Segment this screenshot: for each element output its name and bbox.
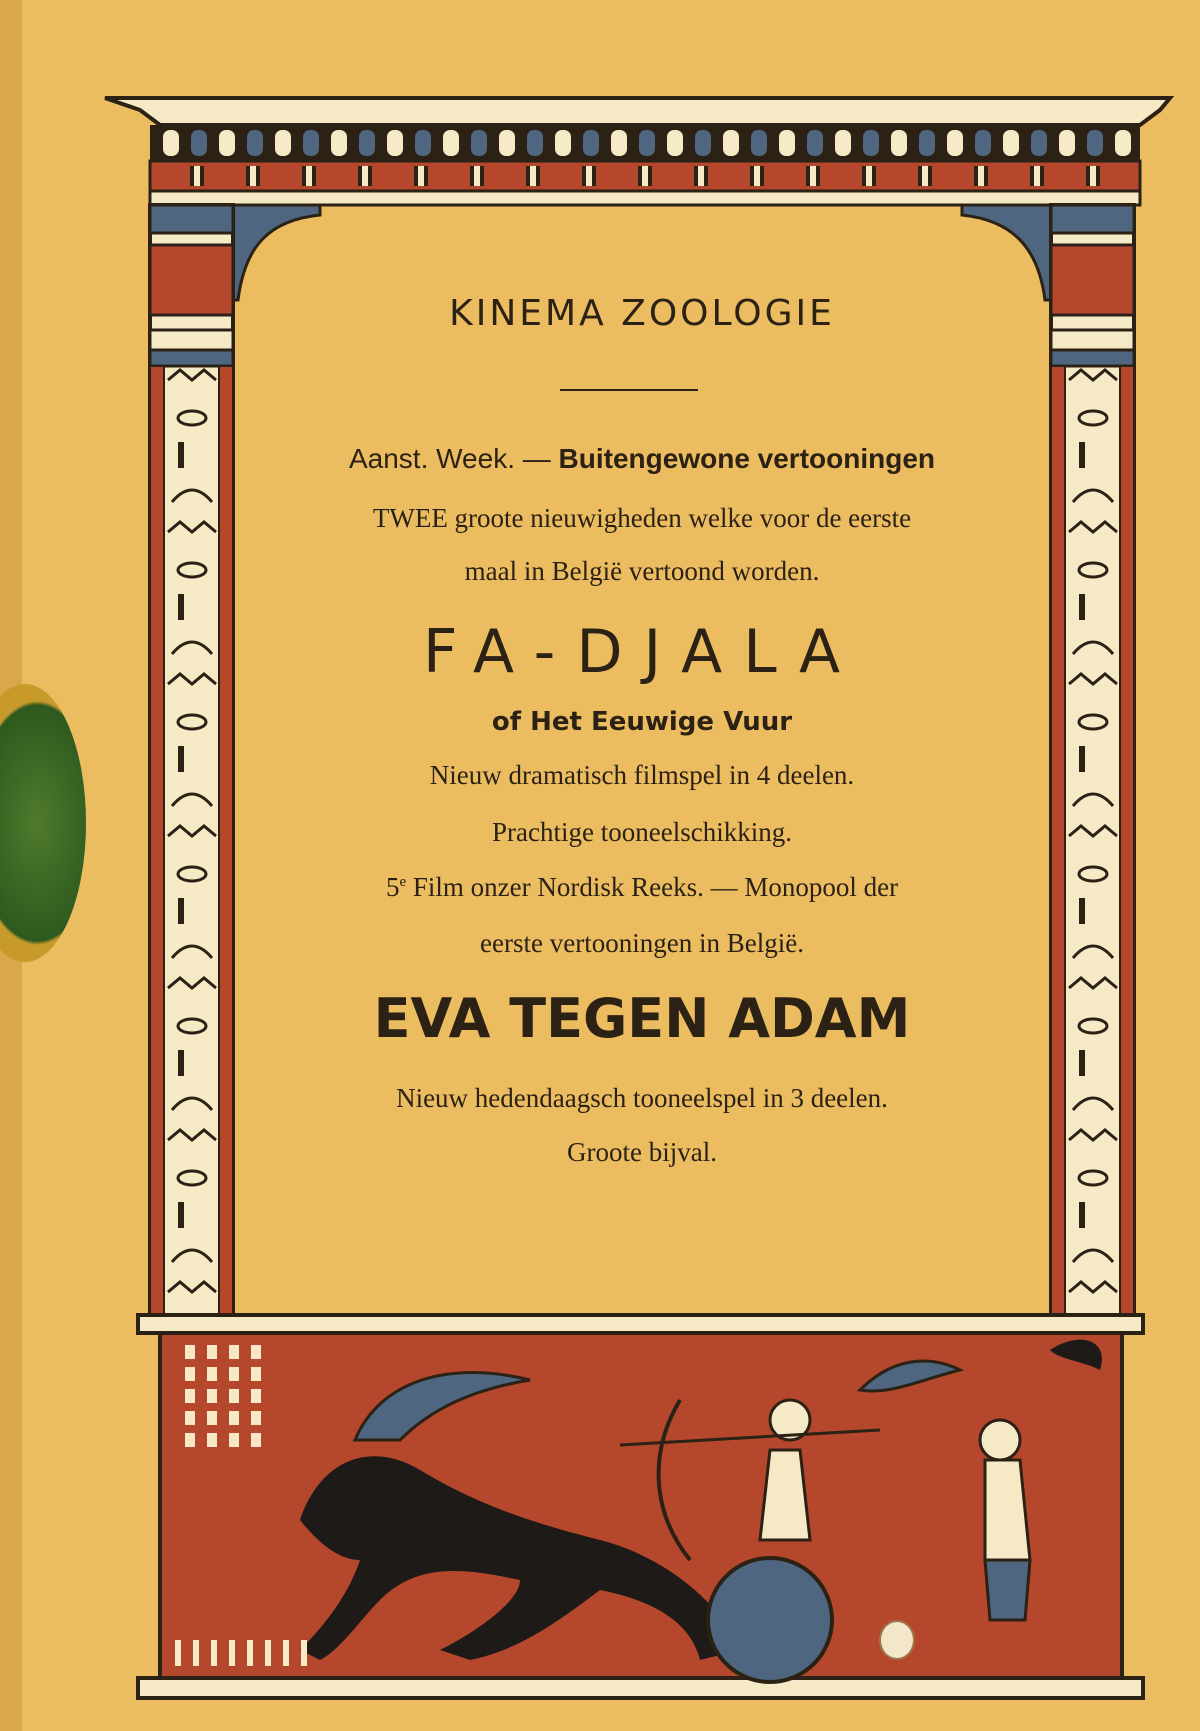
film2-line-2: Groote bijval. xyxy=(567,1137,717,1167)
film2-line-1: Nieuw hedendaagsch tooneelspel in 3 deelen. xyxy=(396,1083,888,1113)
film1-line-1: Nieuw dramatisch filmspel in 4 deelen. xyxy=(429,760,855,790)
film1-line-3-number: 5 xyxy=(385,872,400,902)
cornice-dentils xyxy=(162,129,1132,157)
film1-title: FA-DJALA xyxy=(422,617,862,687)
poster-text-panel xyxy=(233,205,1051,1310)
punch-hole xyxy=(879,1620,915,1660)
intro-line-2: maal in België vertoond worden. xyxy=(464,556,820,586)
title-rule xyxy=(560,389,698,391)
intro-line-1: TWEE groote nieuwigheden welke voor de eerste xyxy=(372,503,912,533)
film1-line-3-text: Film onzer Nordisk Reeks. — Monopool der xyxy=(406,872,899,902)
film1-line-3-superscript: e xyxy=(399,874,407,890)
week-line xyxy=(233,443,1051,475)
film1-line-2: Prachtige tooneelschikking. xyxy=(492,817,792,847)
week-dash: — xyxy=(514,443,559,474)
week-intro: Aanst. Week. xyxy=(348,443,515,474)
week-rest: Buitengewone vertooningen xyxy=(558,443,936,474)
film1-line-4: eerste vertooningen in België. xyxy=(480,928,804,958)
film1-subtitle: of Het Eeuwige Vuur xyxy=(491,707,793,737)
film2-title: EVA TEGEN ADAM xyxy=(373,987,911,1050)
film1-line-3 xyxy=(233,872,1051,903)
poster-title: KINEMA ZOOLOGIE xyxy=(449,293,835,334)
